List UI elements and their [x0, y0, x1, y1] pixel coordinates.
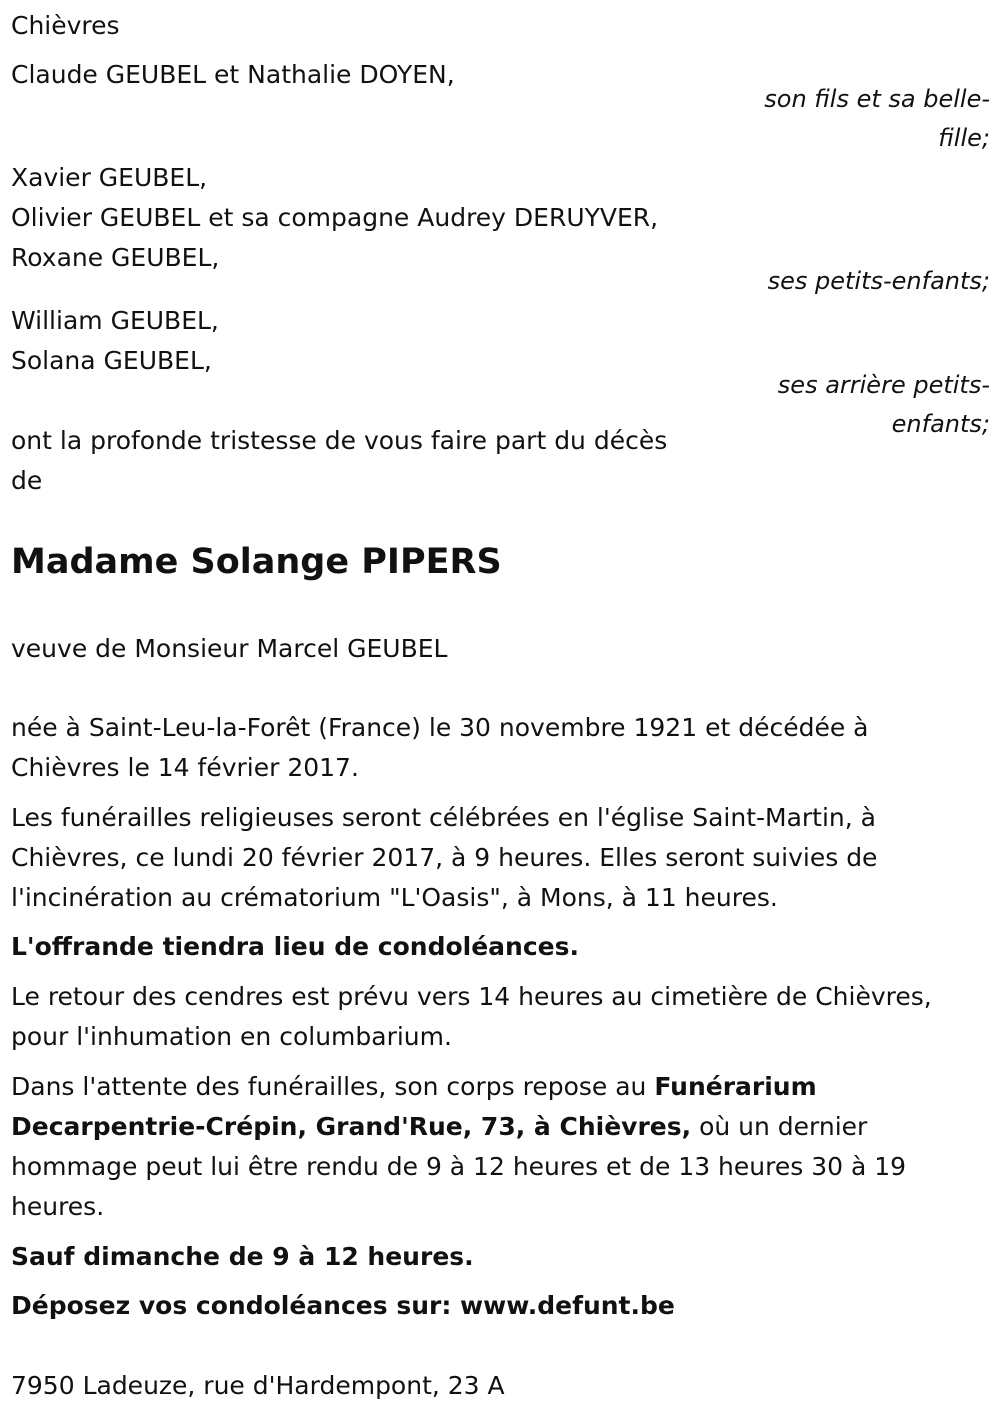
grandchild-line: Olivier GEUBEL et sa compagne Audrey DERUYVER,: [11, 203, 659, 232]
announcement-line1: ont la profonde tristesse de vous faire part du décès: [11, 426, 668, 455]
rest-line2-text: où un dernier: [691, 1112, 868, 1141]
ceremony-line2: Chièvres, ce lundi 20 février 2017, à 9 heures. Elles seront suivies de: [11, 843, 878, 872]
grandchildren-role: ses petits-enfants;: [767, 267, 990, 295]
great-grandchildren-role-line2: enfants;: [891, 410, 990, 438]
son-role-line2: fille;: [938, 124, 990, 152]
great-grandchild-line: Solana GEUBEL,: [11, 346, 212, 375]
funerarium-address: Decarpentrie-Crépin, Grand'Rue, 73, à Chièvres,: [11, 1112, 692, 1141]
town-name: Chièvres: [11, 11, 120, 40]
rest-line2: [11, 1107, 867, 1147]
rest-line3: hommage peut lui être rendu de 9 à 12 heures et de 13 heures 30 à 19: [11, 1152, 907, 1181]
condolences-link[interactable]: Déposez vos condoléances sur: www.defunt.be: [11, 1291, 675, 1320]
ceremony-line1: Les funérailles religieuses seront célébrées en l'église Saint-Martin, à: [11, 803, 876, 832]
ashes-line2: pour l'inhumation en columbarium.: [11, 1022, 452, 1051]
sunday-notice: Sauf dimanche de 9 à 12 heures.: [11, 1242, 474, 1271]
home-address: 7950 Ladeuze, rue d'Hardempont, 23 A: [11, 1371, 505, 1400]
grandchild-line: Xavier GEUBEL,: [11, 163, 208, 192]
son-role-line1: son fils et sa belle-: [764, 85, 990, 113]
offering-notice: L'offrande tiendra lieu de condoléances.: [11, 932, 579, 961]
deceased-name: Madame Solange PIPERS: [11, 542, 502, 582]
widow-of: veuve de Monsieur Marcel GEUBEL: [11, 634, 448, 663]
funerarium-label: Funérarium: [654, 1072, 817, 1101]
ashes-line1: Le retour des cendres est prévu vers 14 heures au cimetière de Chièvres,: [11, 982, 932, 1011]
birth-death-line1: née à Saint-Leu-la-Forêt (France) le 30 novembre 1921 et décédée à: [11, 713, 869, 742]
rest-line4: heures.: [11, 1192, 105, 1221]
great-grandchildren-role-line1: ses arrière petits-: [777, 371, 990, 399]
birth-death-line2: Chièvres le 14 février 2017.: [11, 753, 359, 782]
grandchild-line: Roxane GEUBEL,: [11, 243, 220, 272]
announcement-line2: de: [11, 466, 43, 495]
rest-line1: [11, 1067, 817, 1107]
son-line: Claude GEUBEL et Nathalie DOYEN,: [11, 60, 455, 89]
great-grandchild-line: William GEUBEL,: [11, 306, 219, 335]
ceremony-line3: l'incinération au crématorium "L'Oasis", à Mons, à 11 heures.: [11, 883, 778, 912]
rest-line1-text: Dans l'attente des funérailles, son corps repose au: [11, 1072, 655, 1101]
